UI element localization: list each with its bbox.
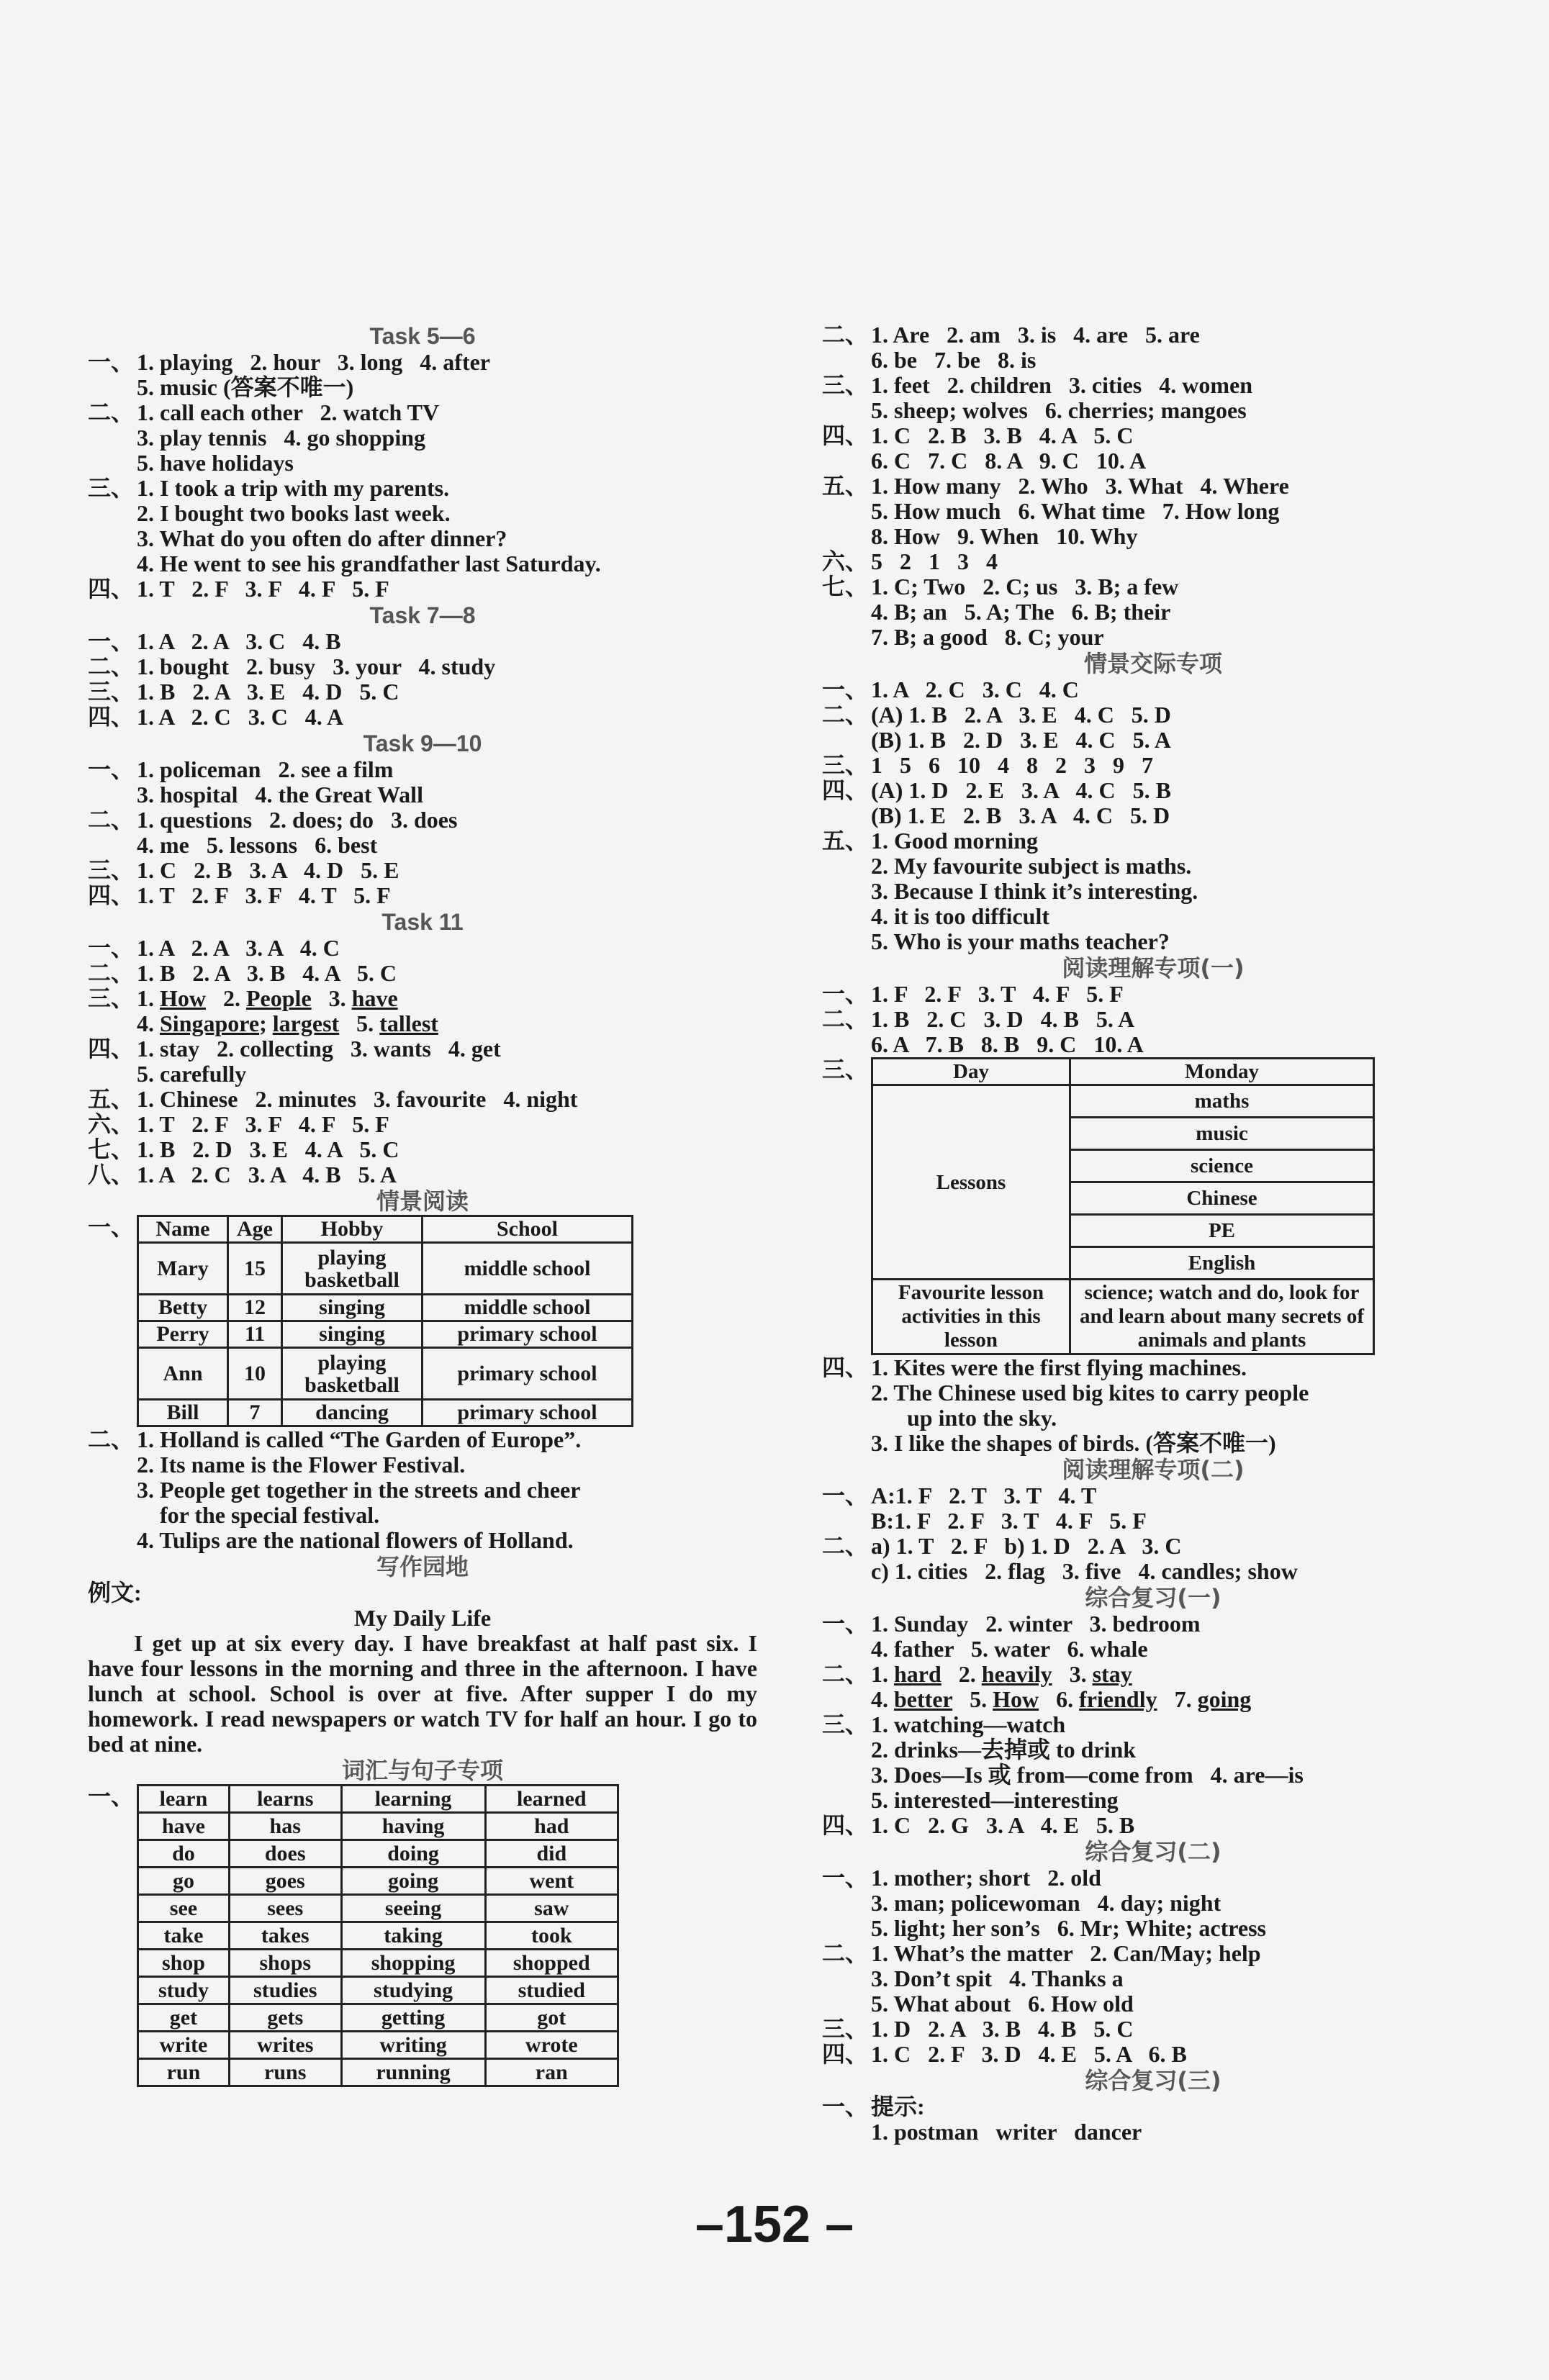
- verb-forms-table: [137, 1784, 619, 2087]
- answer-line: 三、 1. B 2. A 3. E 4. D 5. C: [88, 679, 399, 705]
- table-cell: primary school: [423, 1400, 633, 1426]
- table-row: [872, 1280, 1374, 1354]
- answer-line: 6. C 7. C 8. A 9. C 10. A: [871, 448, 1147, 474]
- answer-line: 一、 1. F 2. F 3. T 4. F 5. F: [822, 981, 1124, 1007]
- table-cell: 7: [228, 1400, 282, 1426]
- table-cell: run: [138, 2059, 230, 2086]
- table-cell: singing: [282, 1321, 423, 1348]
- answer-line: 3. People get together in the streets and cheer: [137, 1477, 581, 1503]
- sample-label: 例文:: [88, 1580, 142, 1606]
- section-heading: 综合复习(三): [1085, 2067, 1221, 2094]
- table-cell: Perry: [138, 1321, 228, 1348]
- table-header: Age: [228, 1216, 282, 1243]
- answer-line: 二、 1. B 2. C 3. D 4. B 5. A: [822, 1006, 1135, 1032]
- answer-line: 7. B; a good 8. C; your: [871, 624, 1104, 650]
- answer-line: 二、 1. hard 2. heavily 3. stay: [822, 1661, 1132, 1687]
- answer-line: 四、 1. Kites were the first flying machines.: [822, 1354, 1247, 1380]
- table-row: [138, 1295, 633, 1321]
- answer-line: (B) 1. B 2. D 3. E 4. C 5. A: [871, 727, 1171, 753]
- section-heading: 情景阅读: [376, 1187, 469, 1215]
- table-cell: maths: [1070, 1085, 1374, 1118]
- table-cell: Lessons: [872, 1085, 1070, 1280]
- table-row: [138, 1895, 618, 1922]
- table-cell: Favourite lesson activities in this lesson: [872, 1280, 1070, 1354]
- answer-line: (B) 1. E 2. B 3. A 4. C 5. D: [871, 802, 1170, 828]
- table-cell: takes: [229, 1922, 341, 1950]
- table-cell: saw: [485, 1895, 618, 1922]
- table-cell: playing basketball: [282, 1243, 423, 1295]
- table-row: [138, 1868, 618, 1895]
- answer-line: 七、 1. B 2. D 3. E 4. A 5. C: [88, 1136, 399, 1162]
- table-row: [138, 2004, 618, 2032]
- answer-line: 八、 1. A 2. C 3. A 4. B 5. A: [88, 1162, 397, 1187]
- answer-line: 2. drinks—去掉或 to drink: [871, 1737, 1137, 1763]
- answer-line: 二、 1. bought 2. busy 3. your 4. study: [88, 653, 496, 679]
- answer-line: 3. I like the shapes of birds. (答案不唯一): [871, 1430, 1276, 1456]
- table-row: [872, 1085, 1374, 1118]
- table-cell: does: [229, 1840, 341, 1868]
- table-cell: ran: [485, 2059, 618, 2086]
- answer-line: 4. Singapore; largest 5. tallest: [137, 1010, 438, 1036]
- table-cell: Bill: [138, 1400, 228, 1426]
- answer-line: 一、 1. Sunday 2. winter 3. bedroom: [822, 1611, 1201, 1637]
- section-heading: Task 7—8: [369, 602, 476, 628]
- table-cell: learning: [341, 1786, 485, 1813]
- answer-line: 3. hospital 4. the Great Wall: [137, 782, 423, 807]
- answer-line: 二、 a) 1. T 2. F b) 1. D 2. A 3. C: [822, 1533, 1182, 1559]
- table-cell: wrote: [485, 2032, 618, 2059]
- table-cell: learn: [138, 1786, 230, 1813]
- table-cell: Chinese: [1070, 1182, 1374, 1215]
- section-heading: Task 9—10: [363, 730, 482, 756]
- table-cell: 15: [228, 1243, 282, 1295]
- table-cell: studies: [229, 1977, 341, 2004]
- answer-line: 3. Because I think it’s interesting.: [871, 878, 1198, 904]
- answer-line: 一、 1. A 2. A 3. C 4. B: [88, 628, 341, 654]
- answer-line: 二、 (A) 1. B 2. A 3. E 4. C 5. D: [822, 702, 1171, 728]
- answer-line: 五、 1. How many 2. Who 3. What 4. Where: [822, 473, 1289, 499]
- answer-line: 5. Who is your maths teacher?: [871, 928, 1170, 954]
- table-cell: English: [1070, 1247, 1374, 1280]
- table-row: [138, 2032, 618, 2059]
- answer-line: 4. better 5. How 6. friendly 7. going: [871, 1686, 1252, 1712]
- table-cell: goes: [229, 1868, 341, 1895]
- table-cell: writing: [341, 2032, 485, 2059]
- table-cell: sees: [229, 1895, 341, 1922]
- answer-line: 三、 1. C 2. B 3. A 4. D 5. E: [88, 857, 399, 883]
- answer-line: 六、 1. T 2. F 3. F 4. F 5. F: [88, 1111, 389, 1137]
- answer-line: 3. Don’t spit 4. Thanks a: [871, 1965, 1124, 1991]
- section-heading: 阅读理解专项(一): [1062, 954, 1245, 982]
- table-cell: see: [138, 1895, 230, 1922]
- page-number: –152 –: [695, 2196, 854, 2253]
- answer-line: 5. light; her son’s 6. Mr; White; actress: [871, 1915, 1266, 1941]
- answer-line: 四、 1. T 2. F 3. F 4. F 5. F: [88, 576, 389, 602]
- table-cell: having: [341, 1813, 485, 1840]
- table-cell: science: [1070, 1150, 1374, 1182]
- answer-line: 二、 1. Are 2. am 3. is 4. are 5. are: [822, 322, 1200, 348]
- answer-line: 2. Its name is the Flower Festival.: [137, 1452, 466, 1478]
- answer-line: B:1. F 2. F 3. T 4. F 5. F: [871, 1508, 1147, 1534]
- table-header: Hobby: [282, 1216, 423, 1243]
- table-cell: shopped: [485, 1950, 618, 1977]
- table-cell: Monday: [1070, 1059, 1374, 1085]
- table-cell: have: [138, 1813, 230, 1840]
- section-heading: 情景交际专项: [1083, 650, 1222, 677]
- left-column: [88, 322, 757, 2087]
- table-cell: had: [485, 1813, 618, 1840]
- answer-line: 三、 1. I took a trip with my parents.: [88, 475, 450, 501]
- answer-line: 一、 1. A 2. A 3. A 4. C: [88, 935, 340, 961]
- table-cell: shop: [138, 1950, 230, 1977]
- table-cell: singing: [282, 1295, 423, 1321]
- table-cell: middle school: [423, 1295, 633, 1321]
- answer-line: 2. I bought two books last week.: [137, 500, 451, 526]
- answer-line: 6. be 7. be 8. is: [871, 347, 1037, 373]
- table-block: 一、 Name Age Hobby School Mary 15 playing basketball middle school Betty 12 singing middle school Perry 11 singing primary school Ann 10 playing basketball primary school Bill 7 dancing primary school: [88, 1215, 757, 1427]
- table-cell: taking: [341, 1922, 485, 1950]
- table-row: [138, 1977, 618, 2004]
- table-row: [138, 1922, 618, 1950]
- answer-line: 三、 1. D 2. A 3. B 4. B 5. C: [822, 2016, 1134, 2042]
- essay-body: I get up at six every day. I have breakfast at half past six. I have four lessons in the morning and three in the afternoon. I have lunch at school. School is over at five. After supper I do my homework. I read newspapers or watch TV for half an hour. I go to bed at nine.: [88, 1630, 757, 1757]
- table-cell: dancing: [282, 1400, 423, 1426]
- answer-line: 3. What do you often do after dinner?: [137, 525, 507, 551]
- table-cell: going: [341, 1868, 485, 1895]
- answer-line: 一、 1. A 2. C 3. C 4. C: [822, 677, 1079, 702]
- table-cell: learns: [229, 1786, 341, 1813]
- right-column: [822, 322, 1484, 2145]
- answer-line: 四、 1. A 2. C 3. C 4. A: [88, 704, 344, 730]
- table-cell: go: [138, 1868, 230, 1895]
- answer-line: 四、 1. C 2. B 3. B 4. A 5. C: [822, 422, 1134, 448]
- table-row: [138, 1950, 618, 1977]
- answer-line: 二、 1. questions 2. does; do 3. does: [88, 807, 458, 833]
- table-block: 三、 Day Monday Lessons maths music science Chinese PE English Favourite lesson activities in this lesson science; watch and do, look for and learn about many secrets of animals and plants: [822, 1057, 1484, 1355]
- answer-line: 四、 1. C 2. G 3. A 4. E 5. B: [822, 1812, 1135, 1838]
- table-cell: got: [485, 2004, 618, 2032]
- answer-line: 5. What about 6. How old: [871, 1991, 1134, 2017]
- table-cell: Day: [872, 1059, 1070, 1085]
- table-cell: seeing: [341, 1895, 485, 1922]
- table-row: [138, 1786, 618, 1813]
- section-heading: 综合复习(二): [1085, 1838, 1221, 1865]
- essay-title: My Daily Life: [353, 1605, 492, 1631]
- table-cell: PE: [1070, 1215, 1374, 1247]
- table-cell: shops: [229, 1950, 341, 1977]
- answer-line: 3. Does—Is 或 from—come from 4. are—is: [871, 1762, 1304, 1788]
- table-cell: take: [138, 1922, 230, 1950]
- table-cell: gets: [229, 2004, 341, 2032]
- table-cell: has: [229, 1813, 341, 1840]
- answer-line: 5. sheep; wolves 6. cherries; mangoes: [871, 397, 1247, 423]
- answer-line: 七、 1. C; Two 2. C; us 3. B; a few: [822, 574, 1179, 599]
- table-cell: 11: [228, 1321, 282, 1348]
- table-cell: running: [341, 2059, 485, 2086]
- answer-line: 8. How 9. When 10. Why: [871, 523, 1138, 549]
- answer-line: 二、 1. What’s the matter 2. Can/May; help: [822, 1940, 1261, 1966]
- section-heading: 综合复习(一): [1085, 1584, 1221, 1611]
- table-row: [138, 1348, 633, 1400]
- table-row: [138, 2059, 618, 2086]
- answer-line: 4. it is too difficult: [871, 903, 1049, 929]
- table-cell: Ann: [138, 1348, 228, 1400]
- answer-line: 4. He went to see his grandfather last Saturday.: [137, 551, 601, 576]
- table-row: [138, 1813, 618, 1840]
- table-cell: get: [138, 2004, 230, 2032]
- table-cell: primary school: [423, 1321, 633, 1348]
- answer-line: 三、 1. feet 2. children 3. cities 4. women: [822, 372, 1252, 398]
- answer-line: 5. have holidays: [137, 450, 294, 476]
- table-cell: playing basketball: [282, 1348, 423, 1400]
- answer-line: 五、 1. Good morning: [822, 828, 1039, 854]
- table-block: 一、 learn learns learning learned have has having had do does doing did go goes going went see sees seeing saw take takes taking took shop shops shopping shopped study studies studying studied get gets getting got write writes writing wrote run runs running ran: [88, 1784, 757, 2087]
- answer-line: 4. B; an 5. A; The 6. B; their: [871, 599, 1171, 625]
- table-header: Name: [138, 1216, 228, 1243]
- table-cell: science; watch and do, look for and learn about many secrets of animals and plants: [1070, 1280, 1374, 1354]
- table-cell: Mary: [138, 1243, 228, 1295]
- hobby-table: [137, 1215, 633, 1427]
- section-heading: Task 5—6: [369, 323, 476, 349]
- answer-line: 4. father 5. water 6. whale: [871, 1636, 1148, 1662]
- answer-line: 一、 1. policeman 2. see a film: [88, 756, 394, 782]
- answer-line: 4. Tulips are the national flowers of Holland.: [137, 1527, 574, 1553]
- table-cell: did: [485, 1840, 618, 1868]
- table-row: [138, 1243, 633, 1295]
- answer-line: 一、 A:1. F 2. T 3. T 4. T: [822, 1483, 1097, 1508]
- answer-line: 3. man; policewoman 4. day; night: [871, 1890, 1221, 1916]
- table-header-row: [138, 1216, 633, 1243]
- table-row: [138, 1400, 633, 1426]
- table-cell: do: [138, 1840, 230, 1868]
- table-cell: doing: [341, 1840, 485, 1868]
- table-row: [138, 1840, 618, 1868]
- table-cell: went: [485, 1868, 618, 1895]
- answer-line: 5. carefully: [137, 1061, 247, 1087]
- table-cell: took: [485, 1922, 618, 1950]
- answer-line: 二、 1. call each other 2. watch TV: [88, 399, 440, 425]
- answer-line: 二、 1. B 2. A 3. B 4. A 5. C: [88, 960, 397, 986]
- answer-line: 二、 1. Holland is called “The Garden of Europe”.: [88, 1426, 582, 1452]
- table-cell: music: [1070, 1118, 1374, 1150]
- table-cell: shopping: [341, 1950, 485, 1977]
- table-cell: middle school: [423, 1243, 633, 1295]
- answer-line: 四、 (A) 1. D 2. E 3. A 4. C 5. B: [822, 777, 1171, 803]
- table-cell: study: [138, 1977, 230, 2004]
- table-cell: studying: [341, 1977, 485, 2004]
- answer-line: 一、 提示:: [822, 2094, 925, 2119]
- table-cell: Betty: [138, 1295, 228, 1321]
- table-header: School: [423, 1216, 633, 1243]
- answer-line: 5. How much 6. What time 7. How long: [871, 498, 1280, 524]
- answer-line: 3. play tennis 4. go shopping: [137, 425, 426, 451]
- answer-line: 5. music (答案不唯一): [137, 374, 354, 400]
- section-heading: Task 11: [381, 909, 464, 935]
- table-cell: studied: [485, 1977, 618, 2004]
- section-heading: 阅读理解专项(二): [1062, 1456, 1245, 1483]
- answer-line: 三、 1 5 6 10 4 8 2 3 9 7: [822, 752, 1153, 778]
- table-cell: writes: [229, 2032, 341, 2059]
- answer-line: 6. A 7. B 8. B 9. C 10. A: [871, 1031, 1144, 1057]
- section-heading: 写作园地: [376, 1553, 469, 1580]
- table-cell: getting: [341, 2004, 485, 2032]
- answer-line: 四、 1. T 2. F 3. F 4. T 5. F: [88, 882, 391, 908]
- answer-line: up into the sky.: [907, 1405, 1057, 1431]
- answer-line: 三、 1. watching—watch: [822, 1711, 1066, 1737]
- answer-line: 六、 5 2 1 3 4: [822, 548, 998, 574]
- table-cell: 12: [228, 1295, 282, 1321]
- answer-line: 2. The Chinese used big kites to carry people: [871, 1380, 1309, 1406]
- table-cell: 10: [228, 1348, 282, 1400]
- answer-line: 三、 1. How 2. People 3. have: [88, 985, 398, 1011]
- answer-line: 5. interested—interesting: [871, 1787, 1119, 1813]
- answer-line: 四、 1. stay 2. collecting 3. wants 4. get: [88, 1036, 501, 1062]
- answer-line: 一、 1. playing 2. hour 3. long 4. after: [88, 349, 490, 375]
- answer-line: c) 1. cities 2. flag 3. five 4. candles; show: [871, 1558, 1298, 1584]
- answer-line: 1. postman writer dancer: [871, 2119, 1142, 2145]
- answer-line: 一、 1. mother; short 2. old: [822, 1865, 1101, 1891]
- answer-line: 4. me 5. lessons 6. best: [137, 832, 378, 858]
- table-cell: learned: [485, 1786, 618, 1813]
- answer-line: 四、 1. C 2. F 3. D 4. E 5. A 6. B: [822, 2041, 1187, 2067]
- answer-line: 五、 1. Chinese 2. minutes 3. favourite 4. night: [88, 1086, 578, 1112]
- table-cell: write: [138, 2032, 230, 2059]
- table-cell: primary school: [423, 1348, 633, 1400]
- section-heading: 词汇与句子专项: [341, 1757, 503, 1784]
- lesson-table: [871, 1057, 1375, 1355]
- table-row: [872, 1059, 1374, 1085]
- table-row: [138, 1321, 633, 1348]
- answer-line: 2. My favourite subject is maths.: [871, 853, 1192, 879]
- table-cell: runs: [229, 2059, 341, 2086]
- answer-line: for the special festival.: [160, 1502, 380, 1528]
